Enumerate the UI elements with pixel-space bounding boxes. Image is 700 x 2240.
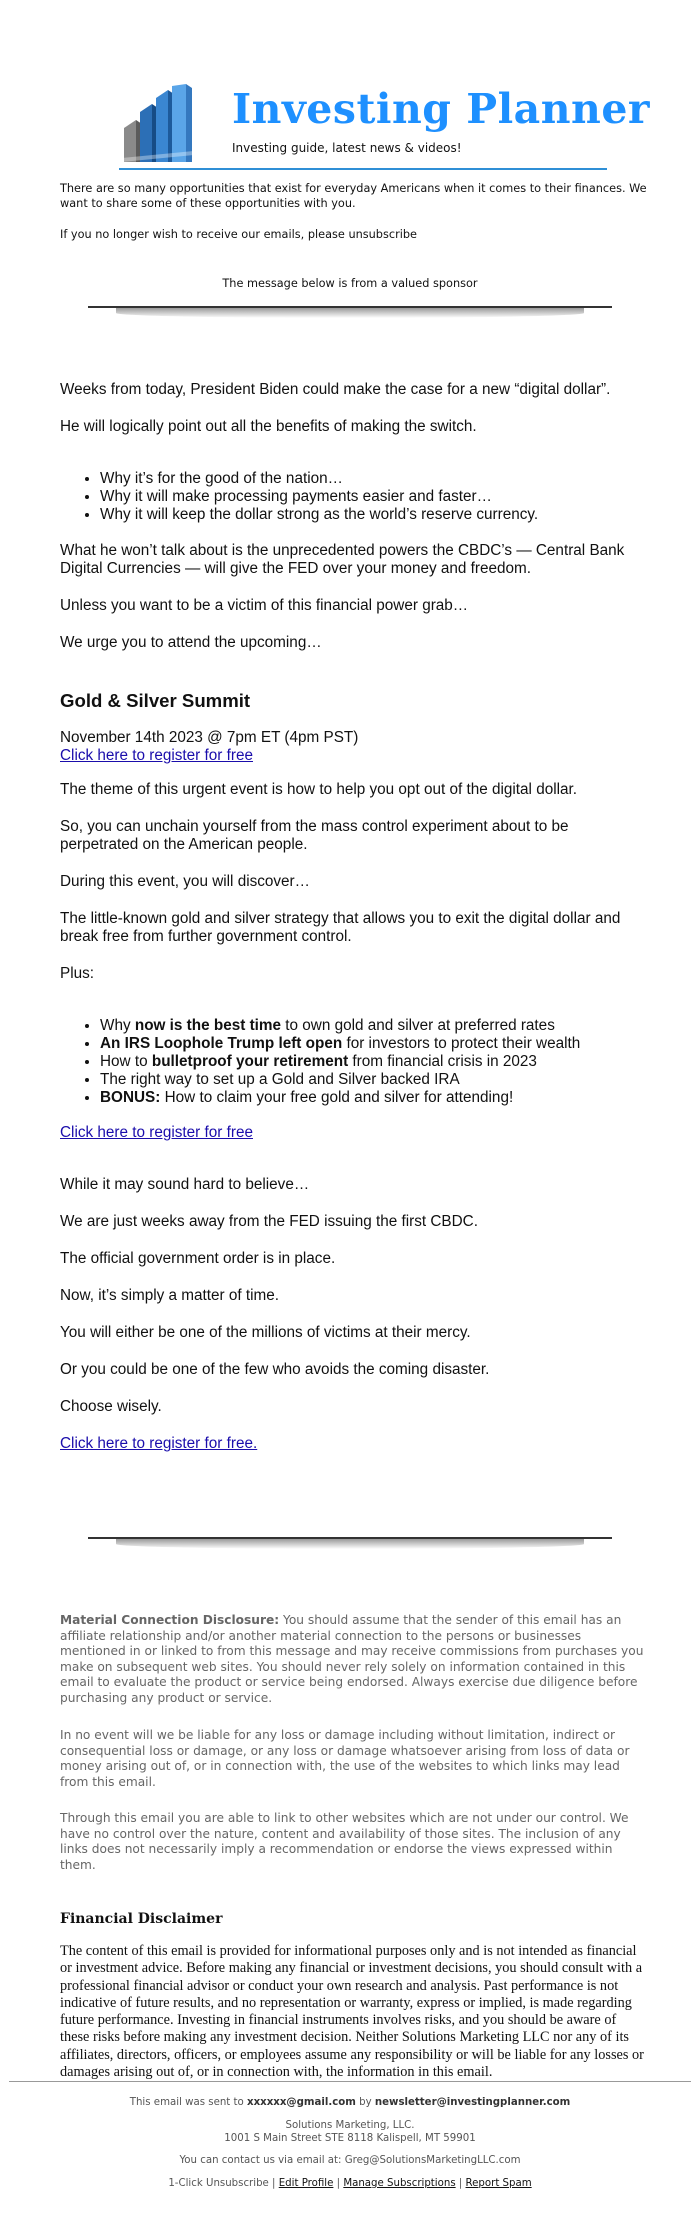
company-address: 1001 S Main Street STE 8118 Kalispell, MT 59901: [224, 2133, 476, 2144]
edit-profile-link[interactable]: Edit Profile: [278, 2178, 334, 2189]
list-item: • Why it will make processing payments easier and faster…: [100, 488, 700, 506]
brand-title: Investing Planner: [232, 85, 651, 133]
register-link[interactable]: Click here to register for free: [60, 1124, 253, 1141]
material-disclosure: Material Connection Disclosure: You should assume that the sender of this email has an affiliate relationship and/or another material connection to the persons or businesses mentioned in or linked to from this message and may receive commissions from purchases you make on subsequent web sites. You should never rely solely on information contained in this email to evaluate the product or service being endorsed. Always exercise due diligence before purchasing any product or service.: [60, 1613, 644, 1705]
header-divider: [119, 168, 607, 170]
list-item: • Why it’s for the good of the nation…: [100, 470, 700, 488]
register-link-1-wrap: [60, 747, 650, 765]
paragraph-3: What he won’t talk about is the unprecedented powers the CBDC’s — Central Bank Digital Currencies — will give the FED over your money and freedom.: [60, 542, 625, 577]
paragraph-1: Weeks from today, President Biden could make the case for a new “digital dollar”.: [60, 381, 611, 398]
paragraph-6: The theme of this urgent event is how to help you opt out of the digital dollar.: [60, 781, 578, 798]
liability-disclosure: In no event will we be liable for any loss or damage including without limitation, indirect or consequential loss or damage, or any loss or damage whatsoever arising from loss of data or money arising out of, or in connection with, the use of the websites to which links may lead from this email.: [60, 1728, 630, 1789]
register-link-2-wrap: [60, 1124, 650, 1142]
sent-to-line: This email was sent to xxxxxx@gmail.com by newsletter@investingplanner.com: [129, 2097, 571, 2108]
paragraph-11: While it may sound hard to believe…: [60, 1176, 310, 1193]
paragraph-15: You will either be one of the millions of victims at their mercy.: [60, 1324, 471, 1341]
paragraph-7: So, you can unchain yourself from the mass control experiment about to be perpetrated on the American people.: [60, 818, 569, 853]
contact-line: You can contact us via email at: Greg@SolutionsMarketingLLC.com: [179, 2155, 521, 2166]
paragraph-4: Unless you want to be a victim of this financial power grab…: [60, 597, 469, 614]
brand-tagline: Investing guide, latest news & videos!: [232, 141, 462, 155]
event-date: November 14th 2023 @ 7pm ET (4pm PST): [60, 729, 359, 746]
paragraph-16: Or you could be one of the few who avoids the coming disaster.: [60, 1361, 490, 1378]
sender-email: newsletter@investingplanner.com: [374, 2097, 571, 2108]
sponsor-divider: [88, 306, 612, 308]
benefits-list: [60, 470, 700, 524]
list-item: • Why it will keep the dollar strong as the world’s reserve currency.: [100, 506, 700, 524]
footer-divider: [9, 2081, 691, 2082]
paragraph-14: Now, it’s simply a matter of time.: [60, 1287, 280, 1304]
paragraph-13: The official government order is in place.: [60, 1250, 336, 1267]
disclosure-label: Material Connection Disclosure:: [60, 1613, 280, 1627]
paragraph-10: Plus:: [60, 965, 95, 982]
list-item: • Why now is the best time to own gold and silver at preferred rates: [100, 1017, 700, 1035]
footer-links: 1-Click Unsubscribe | Edit Profile | Manage Subscriptions | Report Spam: [168, 2178, 532, 2189]
financial-disclaimer-heading: Financial Disclaimer: [60, 1911, 223, 1927]
paragraph-17: Choose wisely.: [60, 1398, 162, 1415]
investing-planner-logo: [122, 84, 204, 162]
event-title: Gold & Silver Summit: [60, 690, 251, 711]
financial-disclaimer-text: The content of this email is provided for informational purposes only and is not intended as financial or investment advice. Before making any financial or investment decisions, you should consult with a professional financial advisor or conduct your own research and analysis. Past performance is not indicative of future results, and no representation or warranty, express or implied, is made regarding future performance. Investing in financial instruments involves risks, and you should be aware of these risks before making any investment decision. Neither Solutions Marketing LLC nor any of its affiliates, directors, officers, or employees assume any responsibility or will be liable for any losses or damages arising out of, or in connection with, the information in this email.: [60, 1943, 644, 2081]
paragraph-12: We are just weeks away from the FED issuing the first CBDC.: [60, 1213, 478, 1230]
paragraph-8: During this event, you will discover…: [60, 873, 310, 890]
manage-subscriptions-link[interactable]: Manage Subscriptions: [343, 2178, 456, 2189]
one-click-unsubscribe[interactable]: 1-Click Unsubscribe: [168, 2178, 269, 2189]
unsubscribe-line: [60, 228, 417, 241]
unsubscribe-link[interactable]: unsubscribe: [348, 228, 417, 241]
paragraph-5: We urge you to attend the upcoming…: [60, 634, 322, 651]
company-name: Solutions Marketing, LLC.: [285, 2120, 415, 2131]
unsubscribe-prefix: If you no longer wish to receive our emails, please: [60, 228, 345, 241]
intro-text: There are so many opportunities that exist for everyday Americans when it comes to their finances. We want to share some of these opportunities with you.: [60, 182, 647, 210]
sponsor-note: The message below is from a valued sponsor: [222, 277, 478, 290]
report-spam-link[interactable]: Report Spam: [465, 2178, 532, 2189]
section-divider: [88, 1537, 612, 1539]
recipient-email: xxxxxx@gmail.com: [247, 2097, 356, 2108]
summit-benefits-list: [60, 1017, 700, 1107]
paragraph-9: The little-known gold and silver strategy that allows you to exit the digital dollar and break free from further government control.: [60, 910, 621, 945]
register-link[interactable]: Click here to register for free.: [60, 1435, 258, 1452]
list-item: • An IRS Loophole Trump left open for investors to protect their wealth: [100, 1035, 700, 1053]
list-item: • How to bulletproof your retirement from financial crisis in 2023: [100, 1053, 700, 1071]
register-link-3-wrap: [60, 1435, 650, 1453]
list-item: • BONUS: How to claim your free gold and silver for attending!: [100, 1089, 700, 1107]
links-disclosure: Through this email you are able to link to other websites which are not under our control. We have no control over the nature, content and availability of those sites. The inclusion of any links does not necessarily imply a recommendation or endorse the views expressed within them.: [60, 1811, 629, 1872]
list-item: • The right way to set up a Gold and Silver backed IRA: [100, 1071, 700, 1089]
paragraph-2: He will logically point out all the benefits of making the switch.: [60, 418, 477, 435]
register-link[interactable]: Click here to register for free: [60, 747, 253, 764]
